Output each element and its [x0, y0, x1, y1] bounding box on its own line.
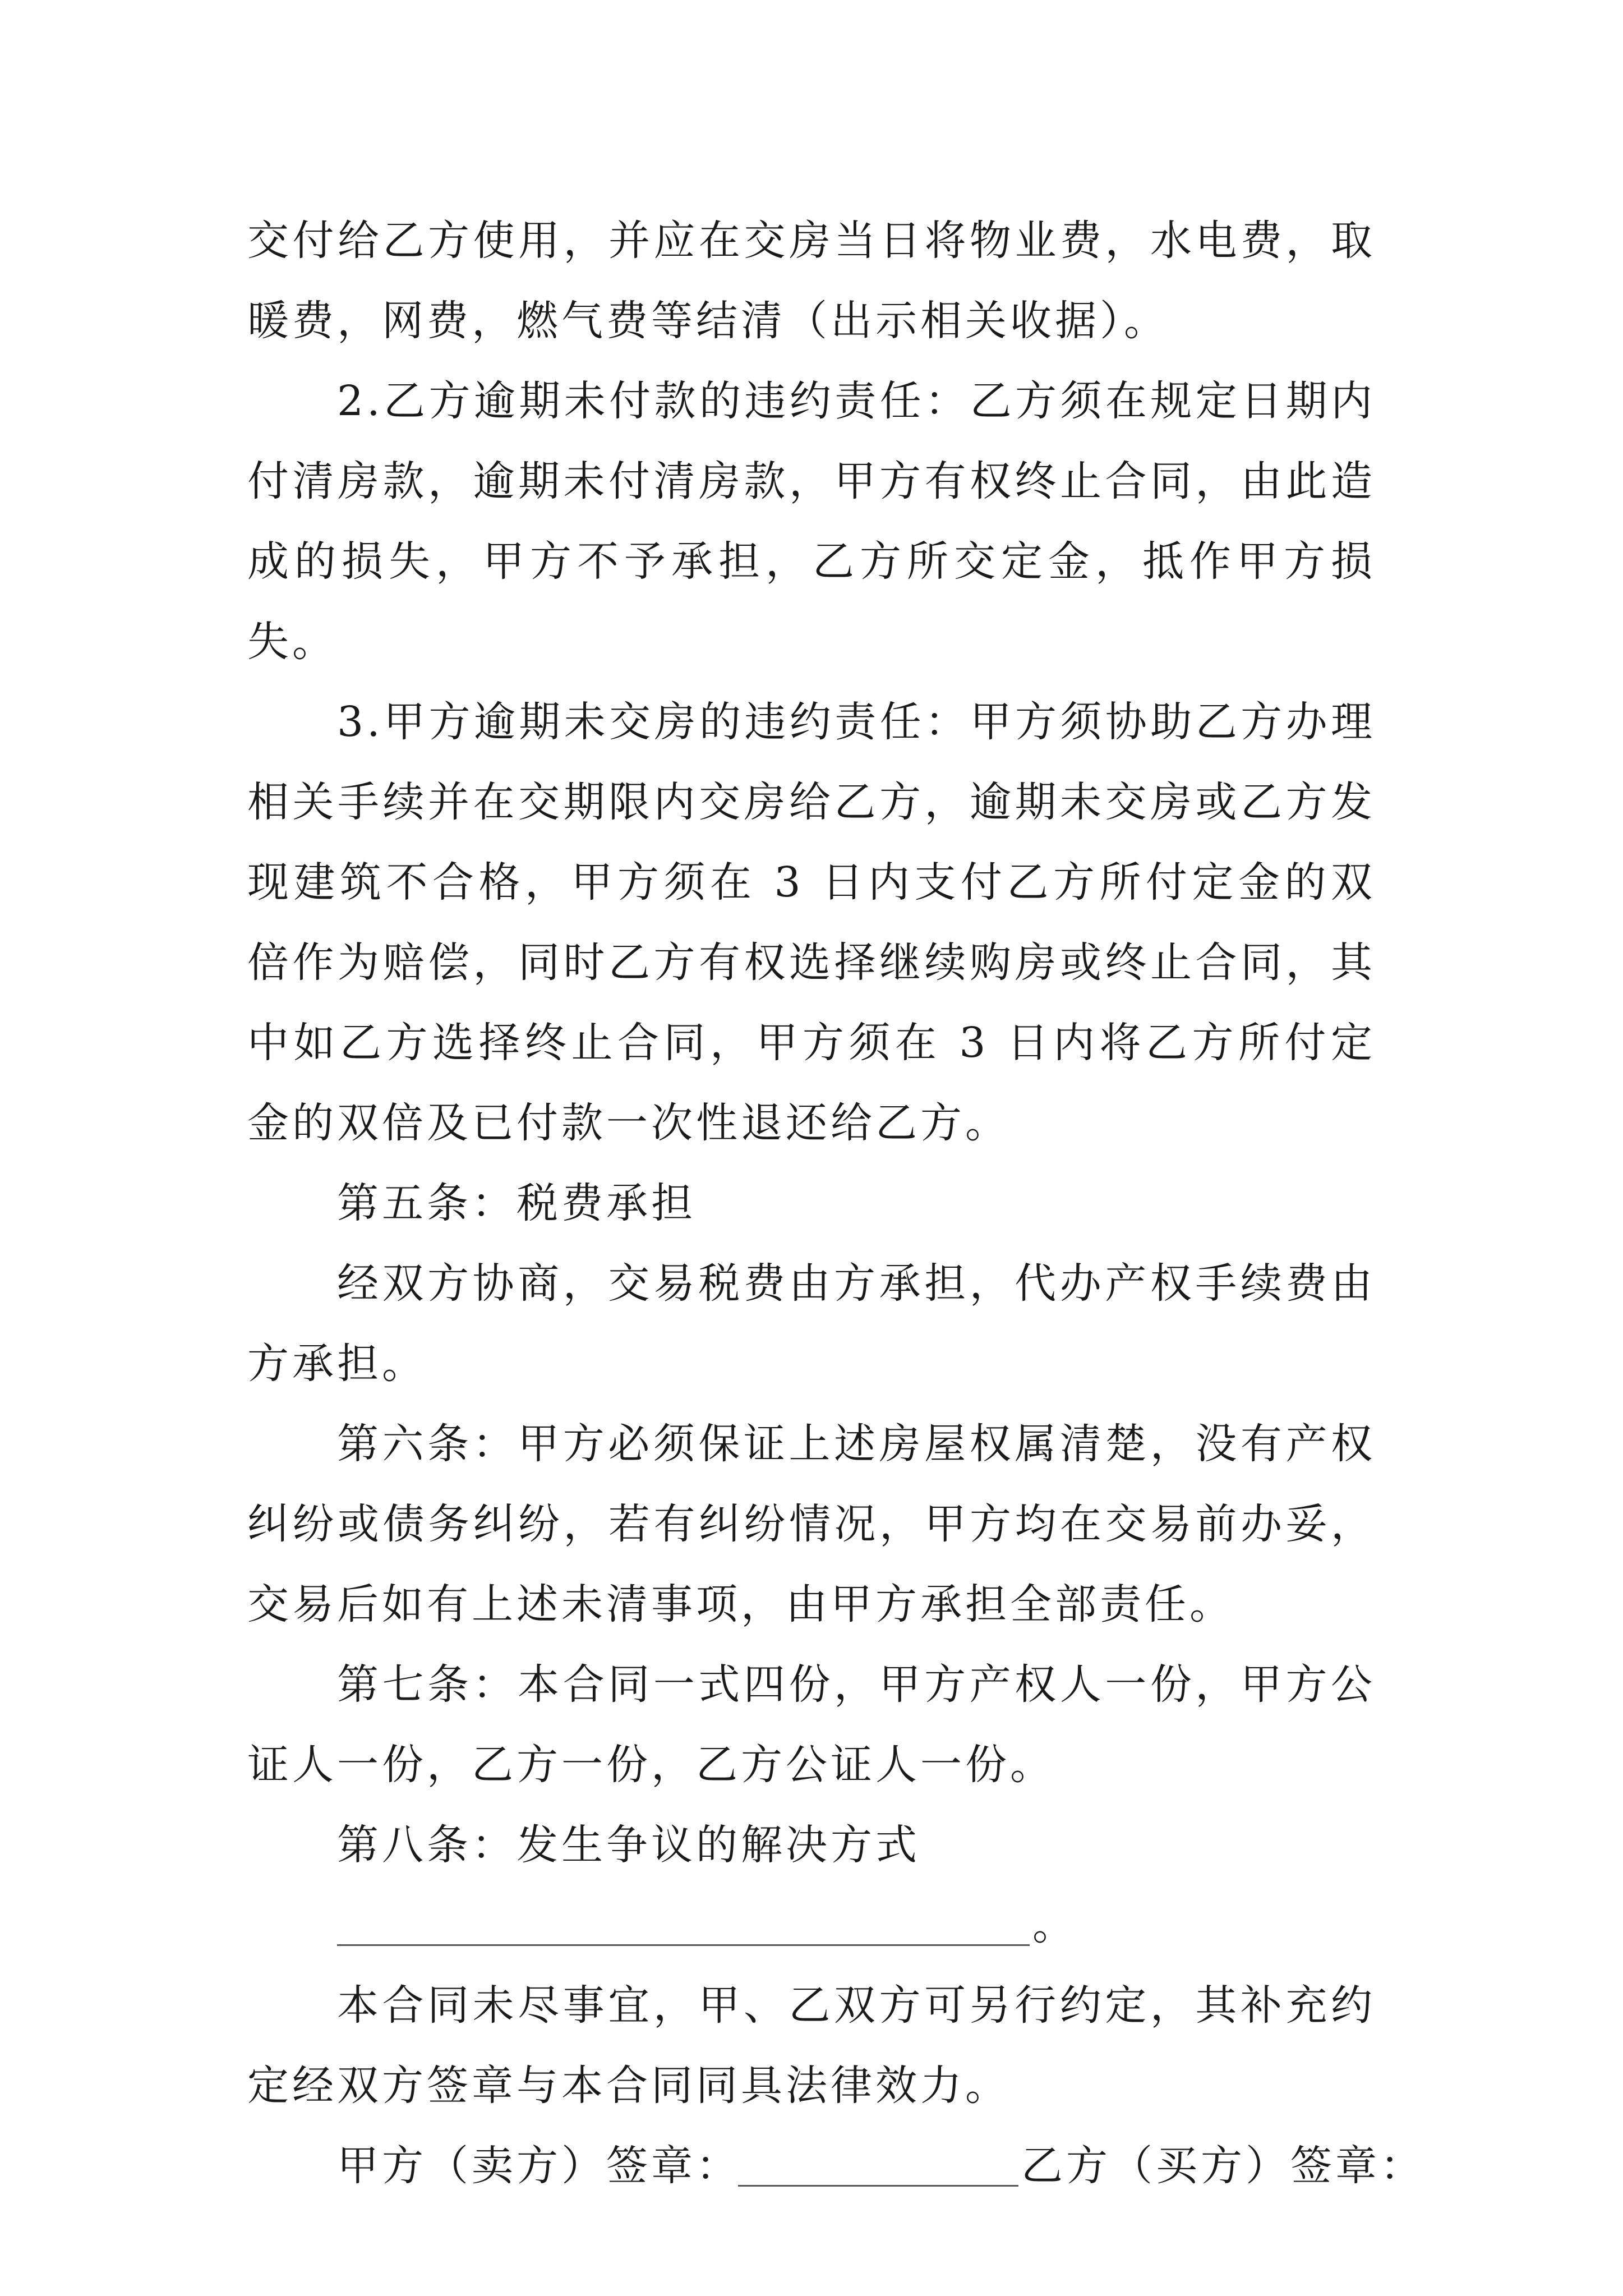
paragraph-buyer-late-payment: 2.乙方逾期未付款的违约责任：乙方须在规定日期内付清房款，逾期未付清房款，甲方有权终止合同，由此造成的损失，甲方不予承担，乙方所交定金，抵作甲方损失。 [247, 377, 1376, 666]
fill-in-blank-line[interactable] [337, 1944, 1030, 1946]
paragraph-supplementary-terms: 本合同未尽事宜，甲、乙双方可另行约定，其补充约定经双方签章与本合同同具法律效力。 [247, 1981, 1376, 2110]
paragraph-tax-fees: 经双方协商，交易税费由方承担，代办产权手续费由方承担。 [247, 1259, 1376, 1388]
dispute-resolution-blank [247, 1885, 1376, 1966]
blank-period: 。 [1032, 1901, 1077, 1949]
paragraph-article-7: 第七条：本合同一式四份，甲方产权人一份，甲方公证人一份，乙方一份，乙方公证人一份。 [247, 1660, 1376, 1789]
paragraph-article-6: 第六条：甲方必须保证上述房屋权属清楚，没有产权纠纷或债务纠纷，若有纠纷情况，甲方均在交易前办妥，交易后如有上述未清事项，由甲方承担全部责任。 [247, 1420, 1376, 1628]
heading-article-5: 第五条：税费承担 [337, 1179, 696, 1227]
paragraph-seller-late-delivery: 3.甲方逾期未交房的违约责任：甲方须协助乙方办理相关手续并在交期限内交房给乙方，逾期未交房或乙方发现建筑不合格，甲方须在 3 日内支付乙方所付定金的双倍作为赔偿，同时乙方有权选择继续购房或终止合同，其中如乙方选择终止合同，甲方须在 3 日内将乙方所付定金的双倍及已付款一次性退还给乙方。 [247, 698, 1376, 1147]
document-body [247, 201, 1425, 2206]
heading-article-8: 第八条：发生争议的解决方式 [337, 1821, 920, 1869]
paragraph-delivery-continuation: 交付给乙方使用，并应在交房当日将物业费，水电费，取暖费，网费，燃气费等结清（出示相关收据）。 [247, 217, 1376, 345]
signature-row [247, 2126, 1425, 2206]
party-b-signature-label: 乙方（买方）签章： [1021, 2142, 1425, 2190]
party-a-signature-label: 甲方（卖方）签章： [337, 2142, 741, 2190]
party-a-signature-line[interactable] [738, 2185, 1018, 2187]
